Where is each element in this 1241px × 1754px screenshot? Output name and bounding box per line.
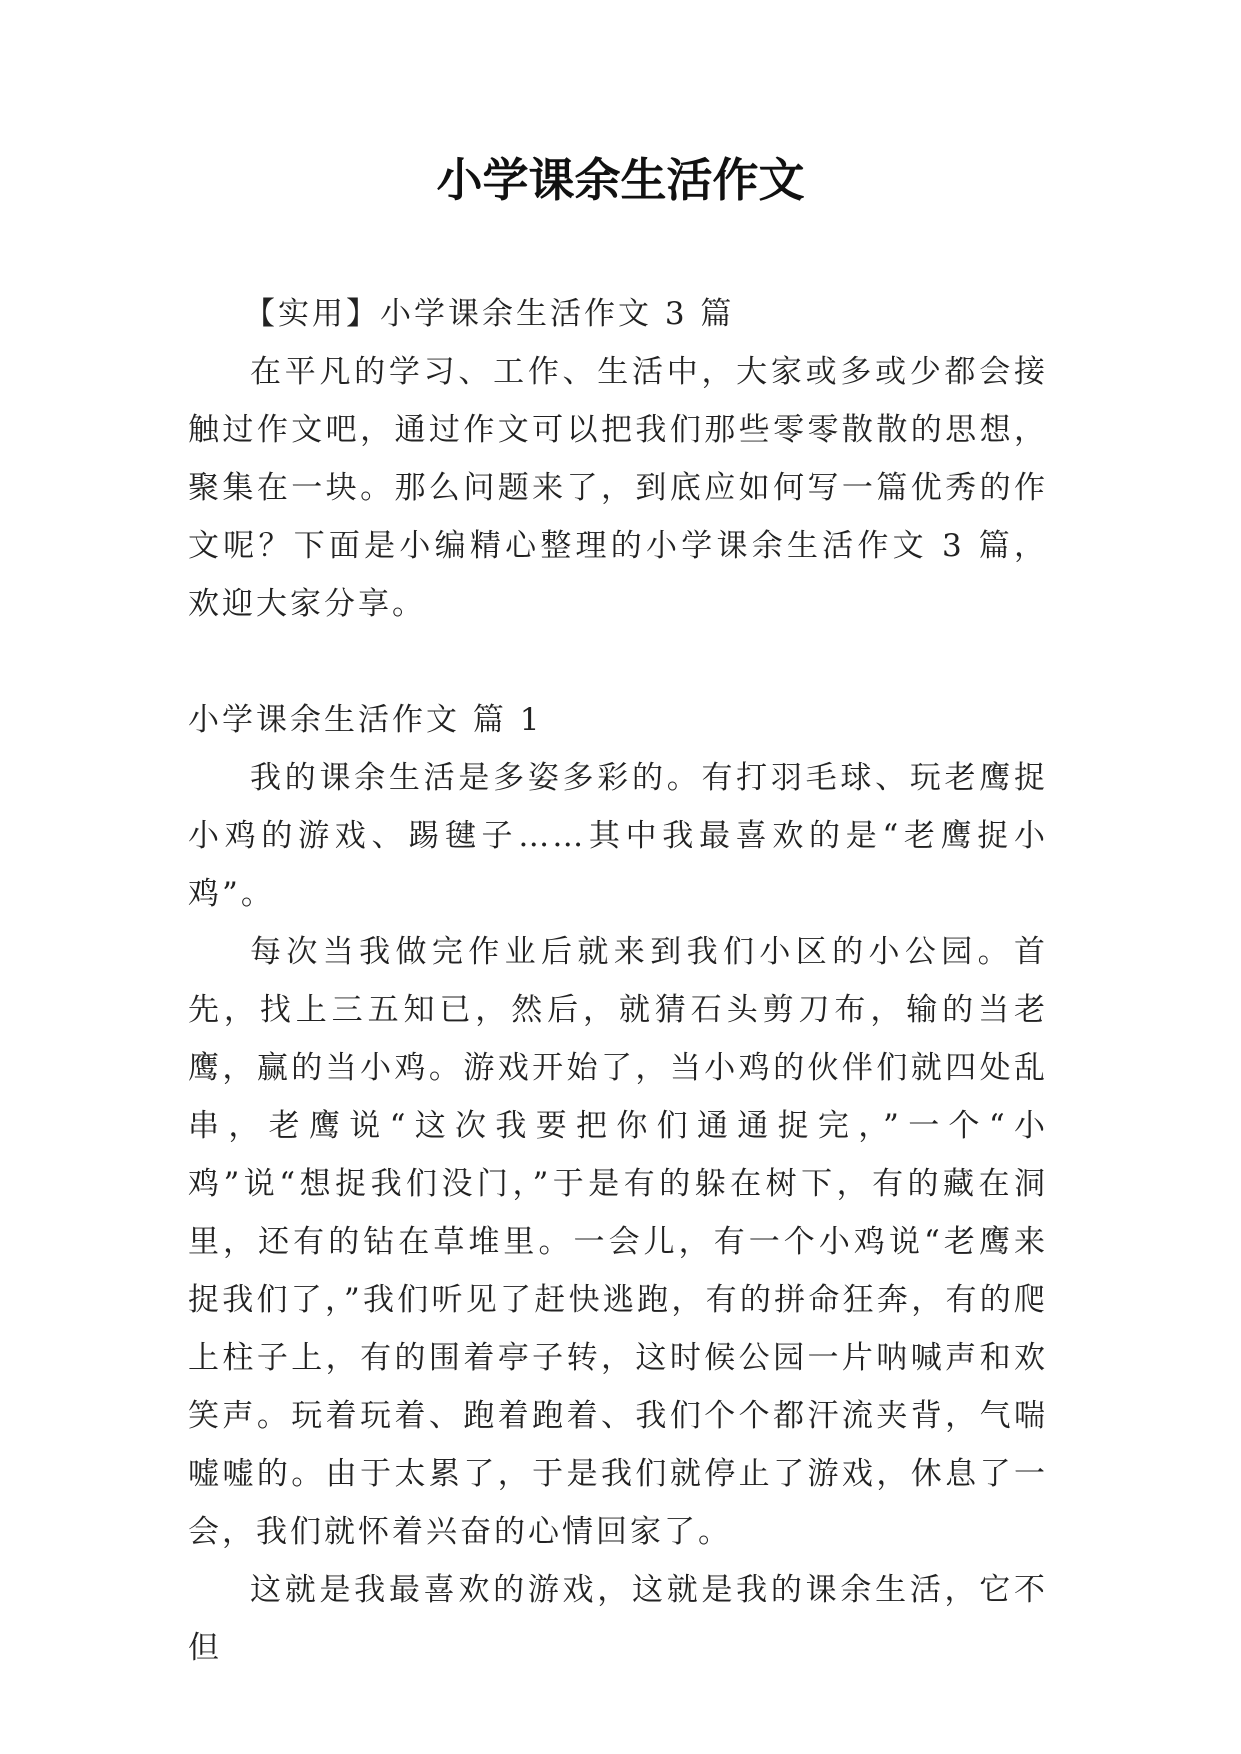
section-paragraph: 我的课余生活是多姿多彩的。有打羽毛球、玩老鹰捉小鸡的游戏、踢毽子……其中我最喜欢的是“老鹰捉小鸡”。 <box>188 760 1048 912</box>
section-heading: 小学课余生活作文 篇 1 <box>188 702 543 738</box>
document-body <box>188 285 1048 1677</box>
section-paragraph: 每次当我做完作业后就来到我们小区的小公园。首先，找上三五知已，然后，就猜石头剪刀布，输的当老鹰，赢的当小鸡。游戏开始了，当小鸡的伙伴们就四处乱串，老鹰说“这次我要把你们通通捉完，”一个“小鸡”说“想捉我们没门，”于是有的躲在树下，有的藏在洞里，还有的钻在草堆里。一会儿，有一个小鸡说“老鹰来捉我们了，”我们听见了赶快逃跑，有的拼命狂奔，有的爬上柱子上，有的围着亭子转，这时候公园一片呐喊声和欢笑声。玩着玩着、跑着跑着、我们个个都汗流夹背，气喘嘘嘘的。由于太累了，于是我们就停止了游戏，休息了一会，我们就怀着兴奋的心情回家了。 <box>188 934 1048 1550</box>
document-subtitle: 【实用】小学课余生活作文 3 篇 <box>244 296 735 332</box>
document-title: 小学课余生活作文 <box>436 153 805 207</box>
section-paragraph: 这就是我最喜欢的游戏，这就是我的课余生活，它不但 <box>188 1572 1048 1666</box>
intro-paragraph: 在平凡的学习、工作、生活中，大家或多或少都会接触过作文吧，通过作文可以把我们那些零零散散的思想，聚集在一块。那么问题来了，到底应如何写一篇优秀的作文呢？下面是小编精心整理的小学课余生活作文 3 篇，欢迎大家分享。 <box>188 354 1048 622</box>
